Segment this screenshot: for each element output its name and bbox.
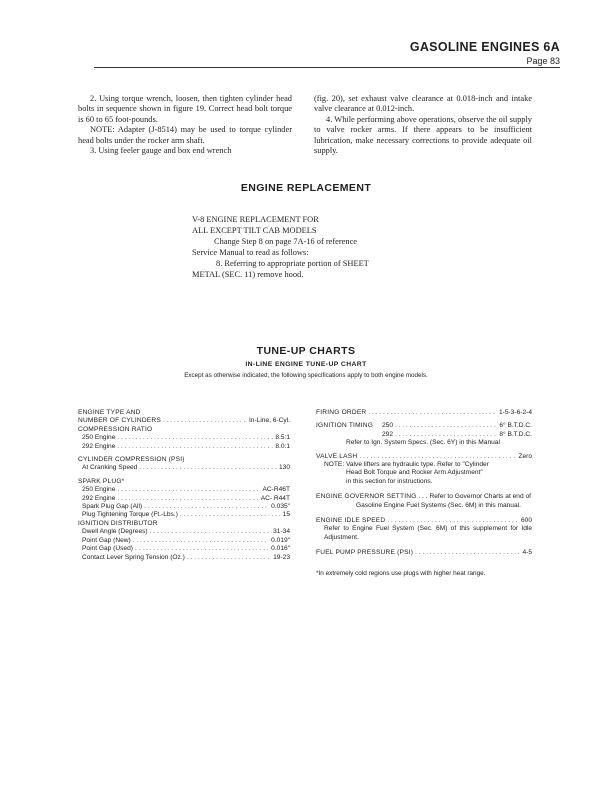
spec-label: FIRING ORDER — [316, 409, 367, 416]
spec-label: Spark Plug Gap (All) — [82, 503, 143, 511]
notice-line: V-8 ENGINE REPLACEMENT FOR — [192, 215, 319, 224]
spec-label: Dwell Angle (Degrees) — [82, 528, 148, 536]
spec-row — [78, 495, 290, 503]
intro-paragraph: 3. Using feeler gauge and box end wrench — [90, 146, 232, 156]
spec-value: 8° B.T.D.C. — [499, 430, 532, 438]
spec-note: Gasoline Engine Fuel Systems (Sec. 6M) in this manual. — [356, 501, 521, 509]
spec-value: In-Line, 6-Cyl. — [248, 417, 290, 425]
spec-engine: 250 — [382, 422, 394, 430]
spec-group-label: CYLINDER COMPRESSION (PSI) — [78, 456, 185, 464]
header-rule — [94, 67, 560, 68]
spec-row — [78, 434, 290, 442]
dot-leader — [133, 537, 269, 545]
dot-leader — [368, 409, 497, 417]
spec-note: Refer to Ign. System Specs. (Sec. 6Y) in this Manual — [346, 439, 500, 447]
dot-leader — [359, 453, 516, 461]
dot-leader — [395, 422, 497, 430]
notice-line: 8. Referring to appropriate portion of SHEET — [216, 259, 369, 268]
spec-label: VALVE LASH — [316, 452, 358, 460]
spec-row — [78, 443, 290, 451]
spec-label: FUEL PUMP PRESSURE (PSI) — [316, 549, 414, 557]
spec-label: 292 Engine — [82, 494, 116, 502]
spec-note: NOTE: Valve lifters are hydraulic type. Refer to "Cylinder — [324, 461, 489, 469]
dot-leader — [144, 503, 269, 511]
spec-value: AC-R46T — [262, 486, 290, 494]
spec-value: Refer to Governor Charts at end of — [429, 493, 531, 501]
spec-value: 600 — [520, 517, 532, 525]
spec-group-label: COMPRESSION RATIO — [78, 425, 153, 433]
spec-group-label: SPARK PLUG* — [78, 477, 125, 485]
running-header-title: GASOLINE ENGINES 6A — [409, 40, 560, 54]
spec-row — [316, 422, 532, 430]
notice-line: ALL EXCEPT TILT CAB MODELS — [192, 226, 317, 235]
spec-value: AC- R44T — [260, 494, 290, 502]
spec-row — [78, 486, 290, 494]
intro-paragraph: 4. While performing above operations, observe the oil supply to valve rocker arms. If there appears to be insufficient lubrication, make necessary corrections to provide adequate oil supply. — [314, 114, 532, 156]
spec-label: Plug Tightening Torque (Ft.-Lbs.) — [82, 511, 178, 519]
spec-row — [78, 554, 290, 562]
spec-label: NUMBER OF CYLINDERS — [78, 417, 161, 425]
spec-note: in this section for instructions. — [346, 477, 433, 485]
intro-paragraph: (fig. 20), set exhaust valve clearance at 0.018-inch and intake valve clearance at 0.012-inch. — [314, 94, 532, 114]
spec-label: IGNITION TIMING — [316, 422, 374, 430]
spec-engine: 292 — [382, 430, 394, 438]
dot-leader — [117, 495, 258, 503]
notice-line: Change Step 8 on page 7A-16 of reference — [214, 237, 358, 246]
spec-label: ENGINE GOVERNOR SETTING — [316, 493, 417, 501]
engine-replacement-text — [192, 214, 424, 280]
dot-leader — [117, 486, 260, 494]
spec-row — [78, 464, 290, 472]
spec-right-column — [316, 409, 532, 578]
spec-label: 250 Engine — [82, 434, 116, 442]
dot-leader — [150, 528, 272, 536]
notice-line: METAL (SEC. 11) remove hood. — [192, 270, 304, 279]
footnote: *In extremely cold regions use plugs with higher heat range. — [316, 569, 486, 577]
intro-left-column — [78, 94, 292, 156]
spec-row — [78, 503, 290, 511]
dot-leader — [163, 417, 247, 425]
spec-value: Zero — [518, 452, 532, 460]
intro-note: NOTE: Adapter (J-8514) may be used to torque cylinder head bolts under the rocker arm shaft. — [78, 125, 292, 145]
spec-label: ENGINE TYPE AND — [78, 409, 141, 416]
spec-row — [316, 431, 532, 439]
spec-label: 292 Engine — [82, 442, 116, 450]
intro-right-column — [314, 94, 532, 156]
spec-note: Refer to Engine Fuel System (Sec. 6M) of this supplement for Idle Adjustment. — [324, 525, 532, 541]
spec-label: Contact Lever Spring Tension (Oz.) — [82, 553, 185, 561]
spec-value: 1-5-3-6-2-4 — [499, 409, 532, 416]
spec-group-label: IGNITION DISTRIBUTOR — [78, 519, 158, 527]
spec-row — [78, 417, 290, 425]
spec-value: 19-23 — [273, 553, 290, 561]
spec-row — [316, 409, 532, 417]
spec-label: ENGINE IDLE SPEED — [316, 517, 386, 525]
spec-value: 8.0:1 — [275, 442, 290, 450]
dot-leader — [415, 549, 520, 557]
page-number: Page 83 — [526, 56, 560, 66]
spec-row — [78, 511, 290, 519]
notice-line: Service Manual to read as follows: — [192, 248, 309, 257]
spec-value: 15 — [282, 511, 290, 519]
spec-label: Point Gap (New) — [82, 536, 131, 544]
spec-label: At Cranking Speed — [82, 464, 138, 472]
spec-row — [78, 528, 290, 536]
spec-value: 8.5:1 — [275, 434, 290, 442]
dot-leader: . . . — [418, 493, 430, 501]
spec-value: 0.019" — [271, 536, 290, 544]
spec-row — [316, 549, 532, 557]
dot-leader — [117, 434, 273, 442]
spec-note: Head Bolt Torque and Rocker Arm Adjustment" — [346, 469, 483, 477]
tune-up-note: Except as otherwise indicated, the following specifications apply to both engine models. — [184, 372, 428, 379]
spec-label: 250 Engine — [82, 486, 116, 494]
dot-leader — [387, 517, 519, 525]
spec-left-column — [78, 409, 290, 562]
spec-value: 4-5 — [522, 549, 532, 557]
spec-value: 0.035" — [271, 503, 290, 511]
spec-row — [316, 517, 532, 525]
engine-replacement-heading: ENGINE REPLACEMENT — [240, 182, 372, 194]
spec-row — [316, 453, 532, 461]
tune-up-subheading: IN-LINE ENGINE TUNE-UP CHART — [245, 361, 367, 368]
dot-leader — [395, 431, 497, 439]
spec-value: 6° B.T.D.C. — [499, 422, 532, 430]
intro-paragraph: 2. Using torque wrench, loosen, then tighten cylinder head bolts in sequence shown in figure 19. Correct head bolt torque is 60 to 65 foot-pounds. — [78, 94, 292, 124]
spec-row — [316, 493, 532, 501]
spec-row — [78, 545, 290, 553]
spec-value: 31-34 — [273, 528, 290, 536]
dot-leader — [180, 511, 281, 519]
spec-row — [78, 537, 290, 545]
dot-leader — [187, 554, 271, 562]
spec-value: 0.016" — [271, 545, 290, 553]
tune-up-heading: TUNE-UP CHARTS — [256, 345, 356, 357]
dot-leader — [117, 443, 273, 451]
spec-value: 130 — [278, 464, 290, 472]
dot-leader — [135, 545, 269, 553]
spec-label: Point Gap (Used) — [82, 545, 133, 553]
dot-leader — [139, 464, 277, 472]
